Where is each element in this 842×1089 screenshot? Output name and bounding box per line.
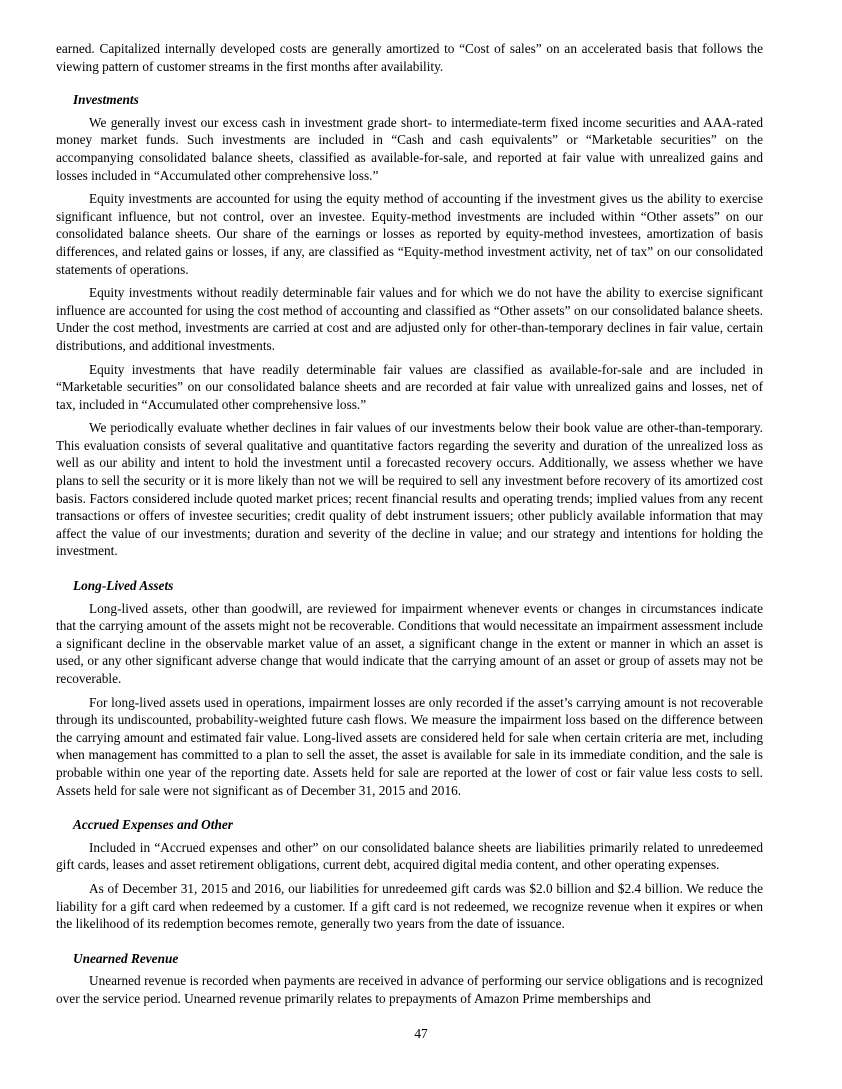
paragraph: Equity investments that have readily determinable fair values are classified as available-for-sale and are included in “Marketable securities” on our consolidated balance sheets and are recorded at fair value with unrealized gains and losses, net of tax, included in “Accumulated other comprehensive loss.” <box>56 361 763 412</box>
paragraph: We generally invest our excess cash in investment grade short- to intermediate-term fixed income securities and AAA-rated money market funds. Such investments are included in “Cash and cash equivalents” or “Marketable securities” on the accompanying consolidated balance sheets, classified as available-for-sale, and reported at fair value with unrealized gains and losses included in “Accumulated other comprehensive loss.” <box>56 114 763 183</box>
paragraph: Included in “Accrued expenses and other” on our consolidated balance sheets are liabilities primarily related to unredeemed gift cards, leases and asset retirement obligations, current debt, acquired digital media content, and other operating expenses. <box>56 839 763 873</box>
section-heading: Long-Lived Assets <box>73 578 174 594</box>
section-unearned-revenue <box>56 950 763 1008</box>
paragraph: Equity investments are accounted for using the equity method of accounting if the investment gives us the ability to exercise significant influence, but not control, over an investee. Equity-method investments are included within “Other assets” on our consolidated balance sheets. Our share of the earnings or losses as reported by equity-method investees, amortization of basis differences, and related gains or losses, if any, are classified as “Equity-method investment activity, net of tax” on our consolidated statements of operations. <box>56 191 763 277</box>
section-heading: Accrued Expenses and Other <box>73 817 233 833</box>
paragraph: As of December 31, 2015 and 2016, our liabilities for unredeemed gift cards was $2.0 billion and $2.4 billion. We reduce the liability for a gift card when redeemed by a customer. If a gift card is not redeemed, we recognize revenue when it expires or when the likelihood of its redemption becomes remote, generally two years from the date of issuance. <box>56 880 763 932</box>
section-heading: Unearned Revenue <box>73 950 179 966</box>
section-heading: Investments <box>73 92 139 108</box>
page-number: 47 <box>414 1026 428 1041</box>
paragraph: For long-lived assets used in operations, impairment losses are only recorded if the asset’s carrying amount is not recoverable through its undiscounted, probability-weighted future cash flows. We measure the impairment loss based on the difference between the carrying amount and estimated fair value. Long-lived assets are considered held for sale when certain criteria are met, including when management has committed to a plan to sell the asset, the asset is available for sale in its immediate condition, and the sale is probable within one year of the reporting date. Assets held for sale are reported at the lower of cost or fair value less costs to sell. Assets held for sale were not significant as of December 31, 2015 and 2016. <box>56 694 763 798</box>
paragraph: Equity investments without readily determinable fair values and for which we do not have the ability to exercise significant influence are accounted for using the cost method of accounting and classified as “Other assets” on our consolidated balance sheets. Under the cost method, investments are carried at cost and are adjusted only for other-than-temporary declines in fair value, certain distributions, and additional investments. <box>56 285 763 353</box>
section-accrued-expenses <box>56 816 763 933</box>
intro-paragraph: earned. Capitalized internally developed costs are generally amortized to “Cost of sales” on an accelerated basis that follows the viewing pattern of customer streams in the first months after availability. <box>56 41 763 74</box>
paragraph: Long-lived assets, other than goodwill, are reviewed for impairment whenever events or changes in circumstances indicate that the carrying amount of the assets might not be recoverable. Conditions that would necessitate an impairment assessment include a significant decline in the observable market value of an asset, a significant change in the extent or manner in which an asset is used, or any other significant adverse change that would indicate that the carrying amount of an asset or group of assets may not be recoverable. <box>56 600 763 686</box>
section-investments <box>56 91 763 560</box>
paragraph: Unearned revenue is recorded when payments are received in advance of performing our service obligations and is recognized over the service period. Unearned revenue primarily relates to prepayments of Amazon Prime memberships and <box>56 973 763 1006</box>
paragraph: We periodically evaluate whether declines in fair values of our investments below their book value are other-than-temporary. This evaluation consists of several qualitative and quantitative factors regarding the severity and duration of the unrealized loss as well as our ability and intent to hold the investment until a forecasted recovery occurs. Additionally, we assess whether we have plans to sell the security or it is more likely than not we will be required to sell any investment before recovery of its amortized cost basis. Factors considered include quoted market prices; recent financial results and operating trends; implied values from any recent transactions or offers of investee securities; credit quality of debt instrument issuers; other publicly available information that may affect the value of our investments; duration and severity of the decline in value; and our strategy and intentions for holding the investment. <box>56 420 763 559</box>
section-long-lived-assets <box>56 577 763 799</box>
